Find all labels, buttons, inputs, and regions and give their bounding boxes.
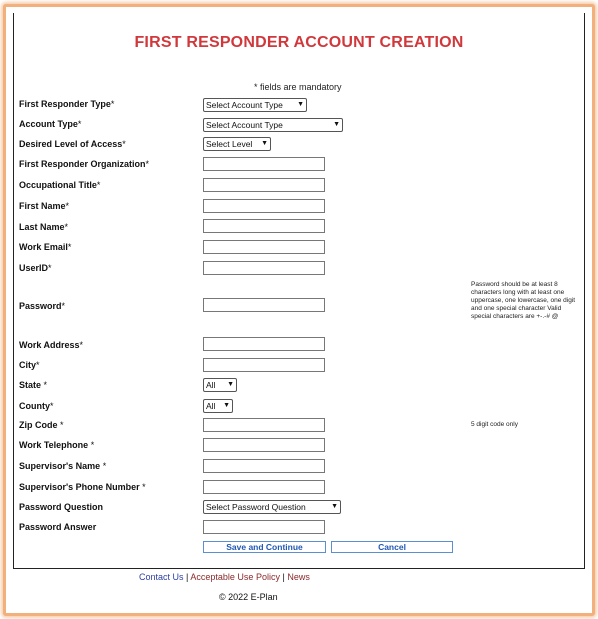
supervisor-name-input[interactable] (203, 459, 325, 473)
chevron-down-icon: ▼ (297, 101, 304, 108)
footer-links (139, 572, 310, 582)
last-name-input[interactable] (203, 219, 325, 233)
supervisor-phone-input[interactable] (203, 480, 325, 494)
occupational-title-input[interactable] (203, 178, 325, 192)
work-email-label: Work Email* (19, 242, 72, 252)
access-level-label: Desired Level of Access* (19, 139, 126, 149)
mandatory-note: * fields are mandatory (254, 82, 342, 92)
acceptable-use-policy-link[interactable]: Acceptable Use Policy (190, 572, 280, 582)
occupational-title-label: Occupational Title* (19, 180, 101, 190)
password-input[interactable] (203, 298, 325, 312)
password-question-label: Password Question (19, 502, 104, 512)
password-answer-label: Password Answer (19, 522, 97, 532)
account-type-label: Account Type* (19, 119, 82, 129)
copyright-text: © 2022 E-Plan (219, 592, 278, 602)
zip-code-note: 5 digit code only (471, 421, 518, 428)
last-name-label: Last Name* (19, 222, 69, 232)
chevron-down-icon: ▼ (227, 381, 234, 388)
first-responder-type-label: First Responder Type* (19, 99, 115, 109)
password-question-select[interactable]: Select Password Question ▼ (203, 500, 341, 514)
county-label: County* (19, 401, 54, 411)
userid-label: UserID* (19, 263, 52, 273)
work-email-input[interactable] (203, 240, 325, 254)
contact-us-link[interactable]: Contact Us (139, 572, 184, 582)
cancel-button[interactable]: Cancel (331, 541, 453, 553)
supervisor-phone-label: Supervisor's Phone Number * (19, 482, 146, 492)
chevron-down-icon: ▼ (331, 503, 338, 510)
work-address-input[interactable] (203, 337, 325, 351)
zip-code-label: Zip Code * (19, 420, 64, 430)
organization-label: First Responder Organization* (19, 159, 150, 169)
password-answer-input[interactable] (203, 520, 325, 534)
password-rules-note: Password should be at least 8 characters long with at least one uppercase, one lowercase, one digit and one special character Valid special characters are +-.-# @ (471, 281, 576, 320)
county-select[interactable]: All ▼ (203, 399, 233, 413)
save-and-continue-button[interactable]: Save and Continue (203, 541, 326, 553)
password-label: Password* (19, 301, 66, 311)
organization-input[interactable] (203, 157, 325, 171)
work-address-label: Work Address* (19, 340, 84, 350)
access-level-select[interactable]: Select Level ▼ (203, 137, 271, 151)
chevron-down-icon: ▼ (261, 140, 268, 147)
chevron-down-icon: ▼ (333, 121, 340, 128)
first-name-label: First Name* (19, 201, 70, 211)
news-link[interactable]: News (287, 572, 310, 582)
chevron-down-icon: ▼ (223, 402, 230, 409)
supervisor-name-label: Supervisor's Name * (19, 461, 107, 471)
footer-separator: | (186, 572, 189, 582)
userid-input[interactable] (203, 261, 325, 275)
page-title: FIRST RESPONDER ACCOUNT CREATION (134, 34, 464, 51)
first-responder-type-select[interactable]: Select Account Type ▼ (203, 98, 307, 112)
work-telephone-input[interactable] (203, 438, 325, 452)
city-label: City* (19, 360, 40, 370)
zip-code-input[interactable] (203, 418, 325, 432)
city-input[interactable] (203, 358, 325, 372)
account-type-select[interactable]: Select Account Type ▼ (203, 118, 343, 132)
footer-separator: | (282, 572, 285, 582)
work-telephone-label: Work Telephone * (19, 440, 95, 450)
first-name-input[interactable] (203, 199, 325, 213)
state-label: State * (19, 380, 48, 390)
state-select[interactable]: All ▼ (203, 378, 237, 392)
